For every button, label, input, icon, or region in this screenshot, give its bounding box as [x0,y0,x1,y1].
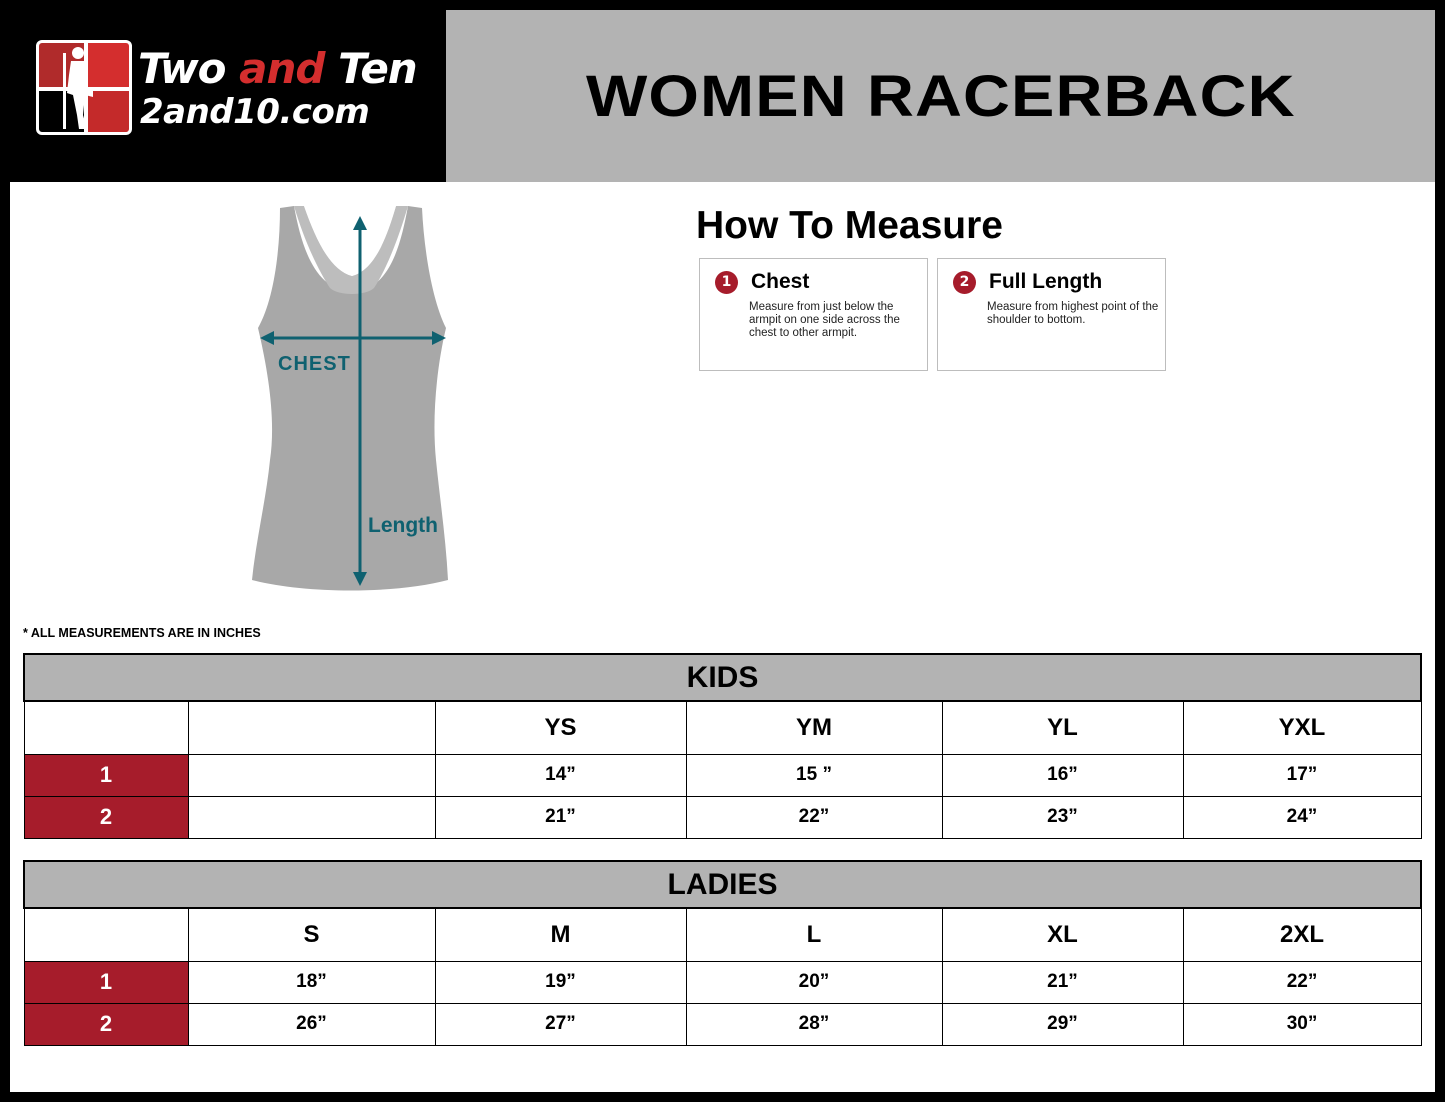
title-banner [446,10,1435,182]
size-header: YL [942,701,1183,754]
value-cell: 17” [1183,754,1421,796]
ladies-size-table [23,860,1422,1046]
measure-description: Measure from highest point of the shoulder to bottom. [987,301,1159,326]
kids-size-table [23,653,1422,839]
measure-card-full-length [937,258,1166,371]
size-header: XL [942,908,1183,961]
chest-label: CHEST [278,353,351,375]
value-cell: 16” [942,754,1183,796]
measure-card-chest [699,258,928,371]
size-header: YS [435,701,686,754]
value-cell: 22” [686,796,942,838]
value-cell: 18” [188,961,435,1003]
value-cell: 27” [435,1003,686,1045]
page-title: WOMEN RACERBACK [585,63,1296,129]
size-header: M [435,908,686,961]
step-number-badge: 1 [715,271,738,294]
measure-description: Measure from just below the armpit on one side across the chest to other armpit. [749,301,900,339]
brand-logo [10,10,446,182]
table-row [24,961,1421,1003]
measure-label: Chest [751,270,810,293]
empty-cell [188,701,435,754]
ladies-section-title: LADIES [24,861,1421,908]
size-header: S [188,908,435,961]
empty-cell [24,701,188,754]
value-cell: 20” [686,961,942,1003]
value-cell: 14” [435,754,686,796]
row-label: 2 [24,1003,188,1045]
racerback-tank-diagram [246,200,460,592]
table-row [24,1003,1421,1045]
logo-emblem-icon [36,40,132,135]
value-cell: 24” [1183,796,1421,838]
empty-cell [24,908,188,961]
value-cell: 28” [686,1003,942,1045]
table-row [24,796,1421,838]
value-cell: 26” [188,1003,435,1045]
size-header: L [686,908,942,961]
brand-url: 2and10.com [140,92,370,132]
value-cell: 22” [1183,961,1421,1003]
empty-cell [188,796,435,838]
row-label: 2 [24,796,188,838]
step-number-badge: 2 [953,271,976,294]
value-cell: 21” [942,961,1183,1003]
size-header: 2XL [1183,908,1421,961]
empty-cell [188,754,435,796]
value-cell: 23” [942,796,1183,838]
row-label: 1 [24,961,188,1003]
value-cell: 21” [435,796,686,838]
row-label: 1 [24,754,188,796]
units-note: * ALL MEASUREMENTS ARE IN INCHES [23,626,261,640]
brand-name: Two and Ten [138,44,417,93]
value-cell: 19” [435,961,686,1003]
value-cell: 15 ” [686,754,942,796]
size-header: YXL [1183,701,1421,754]
length-label: Length [368,514,438,537]
seated-figure-icon [59,45,99,131]
ladies-size-header-row [24,908,1421,961]
kids-size-header-row [24,701,1421,754]
table-row [24,754,1421,796]
value-cell: 29” [942,1003,1183,1045]
content-panel [10,182,1435,1092]
value-cell: 30” [1183,1003,1421,1045]
how-to-measure-title: How To Measure [696,204,1003,247]
size-header: YM [686,701,942,754]
kids-section-title: KIDS [24,654,1421,701]
measure-label: Full Length [989,270,1103,293]
